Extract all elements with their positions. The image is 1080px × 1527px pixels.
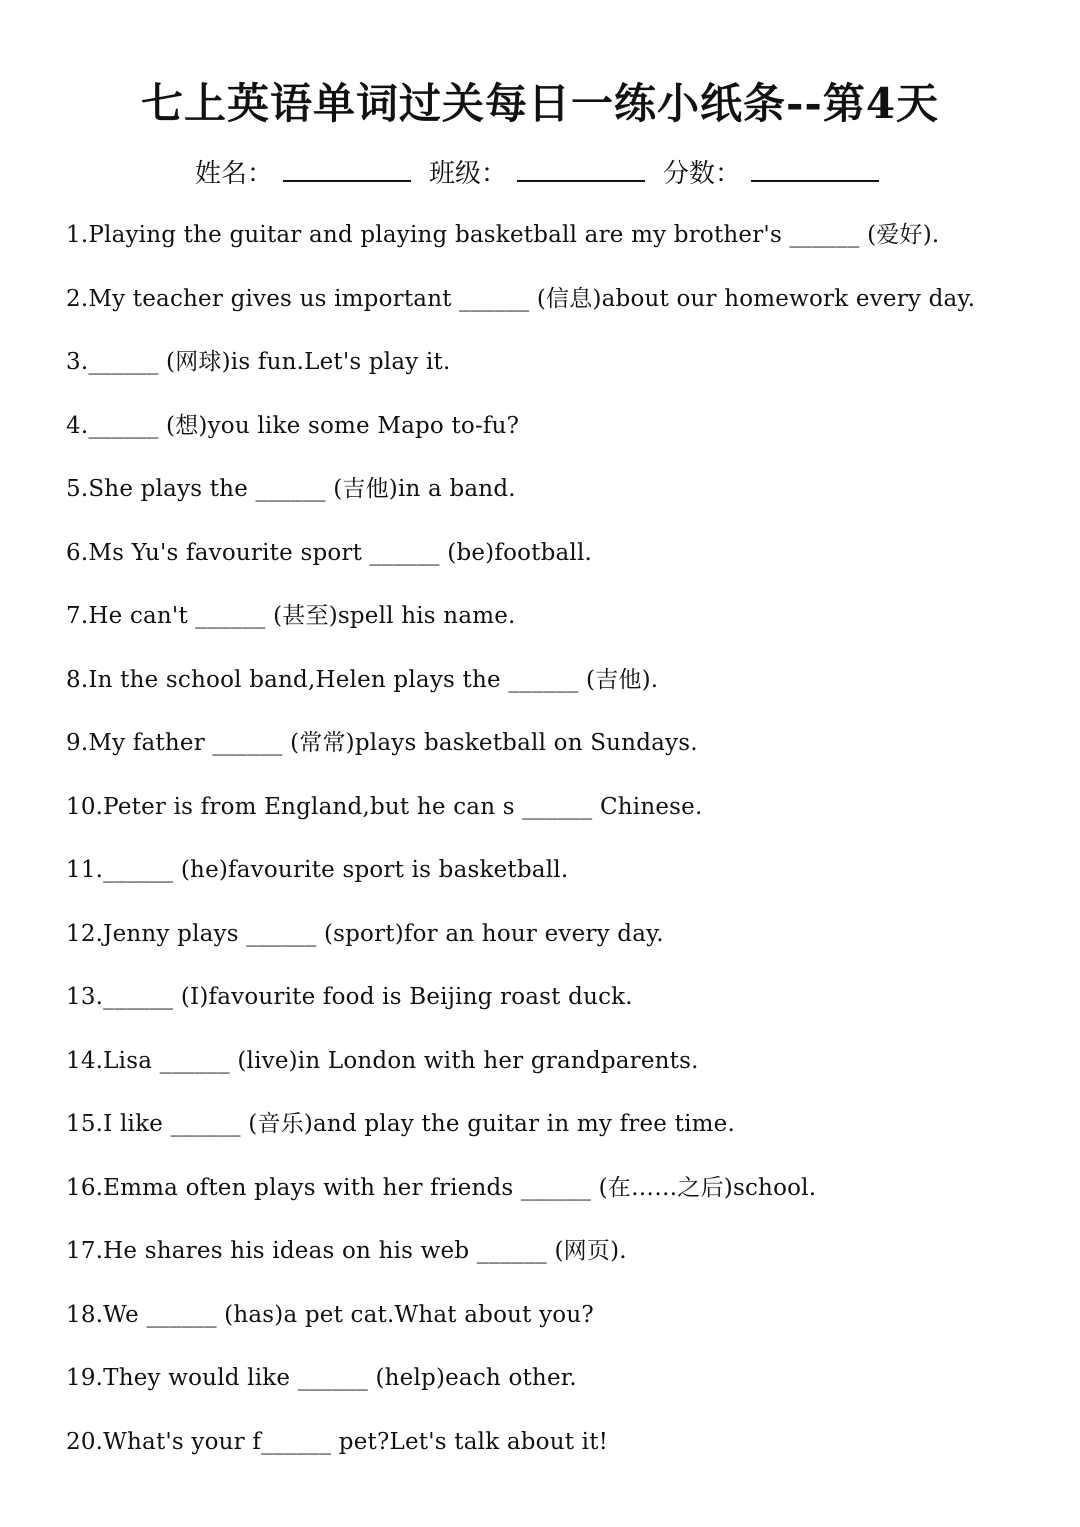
score-field[interactable] (663, 150, 885, 196)
class-blank[interactable] (517, 150, 645, 182)
name-field[interactable] (195, 150, 417, 196)
question-9: 9.My father ______ (常常)plays basketball on Sundays. (66, 730, 698, 756)
question-20: 20.What's your f______ pet?Let's talk about it! (66, 1428, 609, 1455)
question-11: 11.______ (he)favourite sport is basketball. (66, 857, 569, 883)
question-10: 10.Peter is from England,but he can s ______ Chinese. (66, 793, 703, 820)
name-blank[interactable] (283, 150, 411, 182)
question-3: 3.______ (网球)is fun.Let's play it. (66, 349, 451, 375)
question-5: 5.She plays the ______ (吉他)in a band. (66, 476, 516, 502)
question-17: 17.He shares his ideas on his web ______ (网页). (66, 1238, 627, 1264)
question-12: 12.Jenny plays ______ (sport)for an hour every day. (66, 920, 664, 947)
class-field[interactable] (429, 150, 651, 196)
class-label: 班级： (428, 159, 507, 189)
question-16: 16.Emma often plays with her friends ______ (在……之后)school. (66, 1174, 817, 1201)
question-list (66, 212, 1056, 1482)
question-2: 2.My teacher gives us important ______ (信息)about our homework every day. (66, 285, 976, 312)
student-info-row (0, 150, 1080, 196)
question-8: 8.In the school band,Helen plays the ______ (吉他). (66, 666, 659, 693)
worksheet-title: 七上英语单词过关每日一练小纸条--第4天 (140, 79, 940, 128)
question-13: 13.______ (I)favourite food is Beijing roast duck. (66, 984, 633, 1010)
question-6: 6.Ms Yu's favourite sport ______ (be)football. (66, 539, 593, 566)
question-1: 1.Playing the guitar and playing basketball are my brother's ______ (爱好). (66, 222, 940, 248)
question-4: 4.______ (想)you like some Mapo to-fu? (66, 412, 520, 439)
score-blank[interactable] (751, 150, 879, 182)
score-label: 分数： (663, 159, 742, 189)
name-label: 姓名： (194, 159, 273, 189)
question-19: 19.They would like ______ (help)each other. (66, 1365, 577, 1391)
question-15: 15.I like ______ (音乐)and play the guitar in my free time. (66, 1111, 735, 1137)
question-7: 7.He can't ______ (甚至)spell his name. (66, 603, 516, 629)
question-18: 18.We ______ (has)a pet cat.What about you? (66, 1301, 594, 1328)
question-14: 14.Lisa ______ (live)in London with her grandparents. (66, 1047, 699, 1074)
